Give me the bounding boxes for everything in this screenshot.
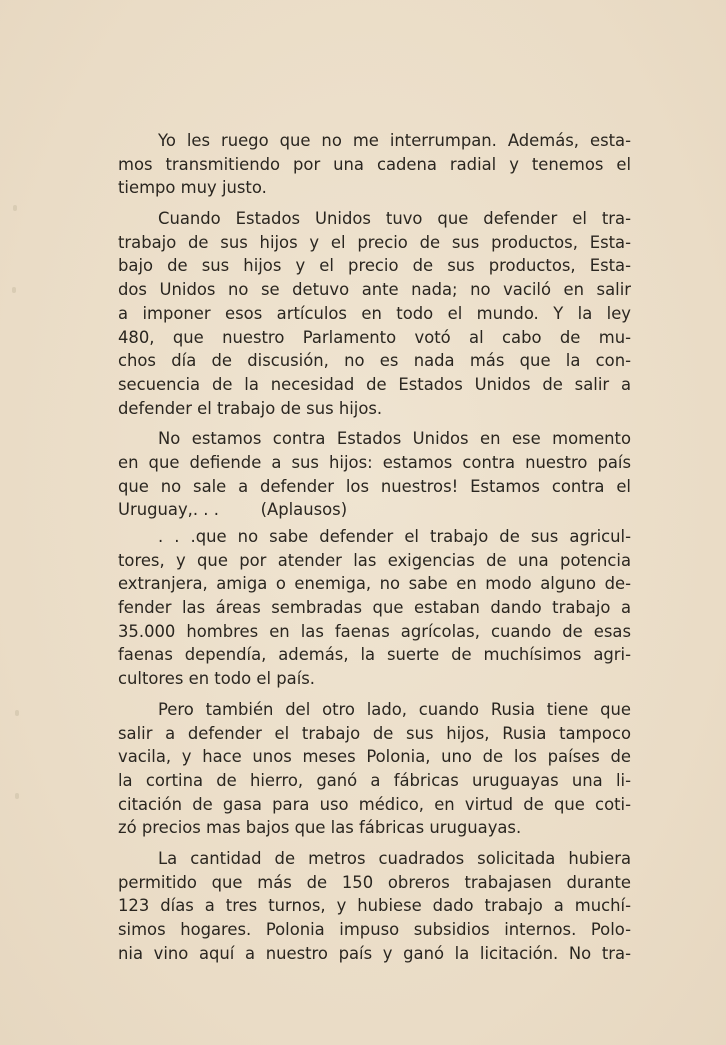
text-line: extranjera, amiga o enemiga, no sabe en modo alguno de-	[118, 574, 631, 594]
text-line: simos hogares. Polonia impuso subsidios internos. Polo-	[118, 920, 631, 939]
text-line: secuencia de la necesidad de Estados Unidos de salir a	[118, 374, 631, 394]
paragraph	[118, 129, 631, 200]
paragraph	[118, 698, 631, 840]
text-line: 123 días a tres turnos, y hubiese dado trabajo a muchí-	[118, 896, 631, 916]
text-line: chos día de discusión, no es nada más que la con-	[118, 351, 631, 371]
text-line: faenas dependía, además, la suerte de muchísimos agri-	[118, 645, 631, 665]
text-line: trabajo de sus hijos y el precio de sus productos, Esta-	[118, 232, 631, 252]
body-text	[118, 129, 631, 965]
paragraph	[118, 525, 631, 691]
text-line: cultores en todo el país.	[118, 669, 315, 689]
text-line: permitido que más de 150 obreros trabajasen durante	[118, 872, 631, 892]
text-line: tiempo muy justo.	[118, 178, 267, 198]
text-line: que no sale a defender los nuestros! Estamos contra el	[118, 476, 631, 496]
text-line: dos Unidos no se detuvo ante nada; no vaciló en salir	[118, 280, 631, 300]
text-line: mos transmitiendo por una cadena radial y tenemos el	[118, 154, 631, 174]
paper-speck	[15, 710, 19, 716]
paper-speck	[15, 793, 19, 799]
text-line: La cantidad de metros cuadrados solicitada hubiera	[158, 848, 631, 868]
text-line: 35.000 hombres en las faenas agrícolas, cuando de esas	[118, 621, 631, 641]
text-line: fender las áreas sembradas que estaban dando trabajo a	[118, 598, 631, 618]
text-line: salir a defender el trabajo de sus hijos, Rusia tampoco	[118, 723, 631, 743]
paragraph	[118, 847, 631, 965]
text-line: vacila, y hace unos meses Polonia, uno de los países de	[118, 747, 631, 767]
text-line: . . .que no sabe defender el trabajo de sus agricul-	[158, 527, 631, 546]
text-line: Pero también del otro lado, cuando Rusia tiene que	[158, 699, 631, 719]
text-line: No estamos contra Estados Unidos en ese momento	[158, 429, 631, 449]
text-line: nia vino aquí a nuestro país y ganó la licitación. No tra-	[118, 943, 631, 963]
text-line: en que defiende a sus hijos: estamos contra nuestro país	[118, 452, 631, 472]
text-line: citación de gasa para uso médico, en virtud de que coti-	[118, 794, 631, 814]
text-line: 480, que nuestro Parlamento votó al cabo de mu-	[118, 327, 631, 347]
text-line: zó precios mas bajos que las fábricas uruguayas.	[118, 818, 522, 838]
text-line: bajo de sus hijos y el precio de sus productos, Esta-	[118, 256, 631, 276]
text-line: Uruguay,. . . (Aplausos)	[118, 500, 348, 520]
text-line: defender el trabajo de sus hijos.	[118, 398, 383, 418]
text-line: tores, y que por atender las exigencias de una potencia	[118, 550, 631, 570]
paragraph	[118, 427, 631, 522]
paper-speck	[13, 205, 17, 211]
text-line: la cortina de hierro, ganó a fábricas uruguayas una li-	[118, 770, 631, 790]
paragraph	[118, 207, 631, 420]
text-line: Yo les ruego que no me interrumpan. Además, esta-	[158, 131, 631, 150]
paper-speck	[12, 287, 16, 293]
text-line: a imponer esos artículos en todo el mundo. Y la ley	[118, 303, 631, 323]
text-line: Cuando Estados Unidos tuvo que defender el tra-	[158, 209, 631, 229]
